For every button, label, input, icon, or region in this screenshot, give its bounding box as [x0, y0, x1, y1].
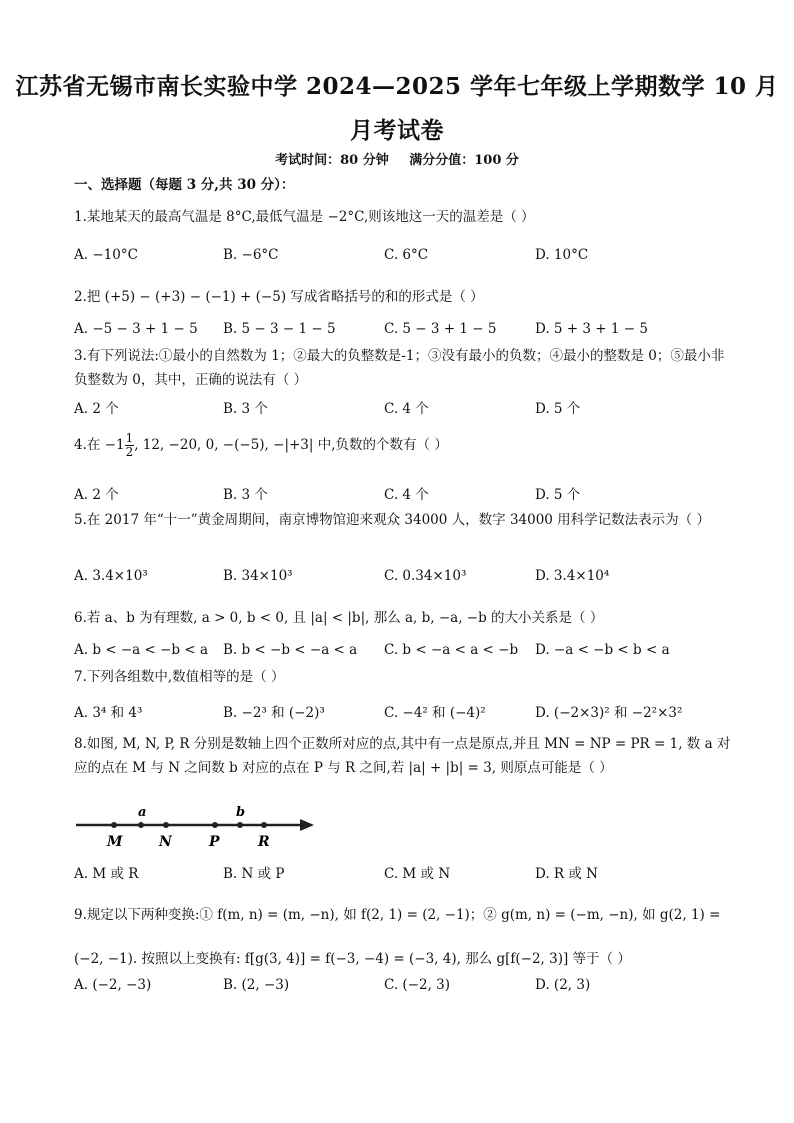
label-r: R	[258, 834, 270, 850]
point-r	[261, 822, 267, 828]
option-a[interactable]: A. −10°C	[74, 247, 138, 263]
option-b[interactable]: B. −2³ 和 (−2)³	[223, 705, 325, 721]
fraction-one-half: $\frac{1}{2}$	[125, 431, 134, 459]
option-b[interactable]: B. N 或 P	[223, 866, 285, 882]
label-n: N	[159, 834, 172, 850]
option-b[interactable]: B. 34×10³	[223, 568, 293, 584]
option-d[interactable]: D. 5 个	[535, 487, 581, 503]
question-2-stem: 2.把 (+5) − (+3) − (−1) + (−5) 写成省略括号的和的形式是（ ）	[74, 289, 484, 305]
option-d[interactable]: D. 3.4×10⁴	[535, 568, 610, 584]
point-m	[111, 822, 117, 828]
exam-time: 考试时间：80 分钟	[275, 153, 389, 168]
exam-score: 满分分值：100 分	[409, 153, 519, 168]
option-c[interactable]: C. b < −a < a < −b	[384, 642, 519, 658]
exam-title-line1: 江苏省无锡市南长实验中学 2024—2025 学年七年级上学期数学 10 月	[15, 73, 779, 100]
question-7-stem: 7.下列各组数中,数值相等的是（ ）	[74, 669, 285, 685]
question-3-options	[74, 397, 734, 419]
option-c[interactable]: C. 4 个	[384, 487, 429, 503]
point-p	[212, 822, 218, 828]
option-a[interactable]: A. b < −a < −b < a	[74, 642, 209, 658]
point-b	[237, 822, 243, 828]
option-d[interactable]: D. −a < −b < b < a	[535, 642, 670, 658]
label-p: P	[209, 834, 220, 850]
option-a[interactable]: A. 3.4×10³	[74, 568, 148, 584]
option-c[interactable]: C. 0.34×10³	[384, 568, 467, 584]
option-a[interactable]: A. (−2, −3)	[74, 977, 152, 993]
option-a[interactable]: A. 2 个	[74, 487, 119, 503]
option-a[interactable]: A. 3⁴ 和 4³	[74, 705, 143, 721]
option-d[interactable]: D. R 或 N	[535, 866, 598, 882]
number-line-figure	[74, 800, 324, 850]
question-2-options	[74, 321, 734, 343]
option-b[interactable]: B. 5 − 3 − 1 − 5	[223, 321, 336, 337]
option-c[interactable]: C. 5 − 3 + 1 − 5	[384, 321, 497, 337]
option-b[interactable]: B. (2, −3)	[223, 977, 290, 993]
question-5-options	[74, 568, 734, 590]
option-b[interactable]: B. b < −b < −a < a	[223, 642, 358, 658]
option-d[interactable]: D. 5 个	[535, 401, 581, 417]
option-b[interactable]: B. 3 个	[223, 487, 268, 503]
option-c[interactable]: C. (−2, 3)	[384, 977, 451, 993]
question-5-stem: 5.在 2017 年“十一”黄金周期间，南京博物馆迎来观众 34000 人，数字 34000 用科学记数法表示为（ ）	[74, 512, 710, 528]
question-8-stem: 8.如图, M, N, P, R 分别是数轴上四个正数所对应的点,其中有一点是原点,并且 MN = NP = PR = 1, 数 a 对应的点在 M 与 N 之间数 b 对应的点在 P 与 R 之间,若 |a| + |b| = 3, 则原点可能是（ ）	[74, 736, 731, 776]
question-7-options	[74, 701, 734, 723]
option-c[interactable]: C. −4² 和 (−4)²	[384, 705, 486, 721]
question-1-options	[74, 247, 734, 269]
option-d[interactable]: D. (−2×3)² 和 −2²×3²	[535, 705, 683, 721]
question-4-suffix: , 12, −20, 0, −(−5), −|+3| 中,负数的个数有（ ）	[134, 437, 448, 453]
question-9-stem: 9.规定以下两种变换:① f(m, n) = (m, −n), 如 f(2, 1) = (2, −1)；② g(m, n) = (−m, −n), 如 g(2, 1) = (−2, −1). 按照以上变换有: f[g(3, 4)] = f(−3, −4) = (−3, 4), 那么 g[f(−2, 3)] 等于（ ）	[74, 907, 721, 967]
option-b[interactable]: B. −6°C	[223, 247, 279, 263]
question-9-options	[74, 977, 734, 999]
option-d[interactable]: D. 10°C	[535, 247, 589, 263]
question-4-stem	[74, 432, 734, 459]
option-c[interactable]: C. 4 个	[384, 401, 429, 417]
question-4-prefix: 4.在 −1	[74, 437, 125, 453]
question-1-stem: 1.某地某天的最高气温是 8°C,最低气温是 −2°C,则该地这一天的温差是（ ）	[74, 209, 535, 225]
exam-meta	[0, 149, 794, 168]
label-b: b	[236, 805, 246, 820]
option-a[interactable]: A. −5 − 3 + 1 − 5	[74, 321, 198, 337]
question-6-stem: 6.若 a、b 为有理数, a > 0, b < 0, 且 |a| < |b|, 那么 a, b, −a, −b 的大小关系是（ ）	[74, 610, 604, 626]
question-6-options	[74, 642, 734, 664]
number-line-arrow	[300, 819, 314, 831]
section-heading: 一、选择题（每题 3 分,共 30 分）：	[74, 177, 295, 193]
option-b[interactable]: B. 3 个	[223, 401, 268, 417]
point-a	[138, 822, 144, 828]
label-a: a	[138, 805, 147, 820]
option-d[interactable]: D. 5 + 3 + 1 − 5	[535, 321, 648, 337]
exam-title-line2: 月考试卷	[350, 117, 444, 144]
question-8-options	[74, 862, 734, 884]
question-4-options	[74, 483, 734, 505]
point-n	[163, 822, 169, 828]
option-d[interactable]: D. (2, 3)	[535, 977, 591, 993]
option-a[interactable]: A. M 或 R	[74, 866, 139, 882]
option-a[interactable]: A. 2 个	[74, 401, 119, 417]
label-m: M	[107, 834, 123, 850]
option-c[interactable]: C. 6°C	[384, 247, 429, 263]
option-c[interactable]: C. M 或 N	[384, 866, 451, 882]
question-3-stem: 3.有下列说法:①最小的自然数为 1；②最大的负整数是-1；③没有最小的负数；④最小的整数是 0；⑤最小非负整数为 0，其中，正确的说法有（ ）	[74, 348, 725, 388]
